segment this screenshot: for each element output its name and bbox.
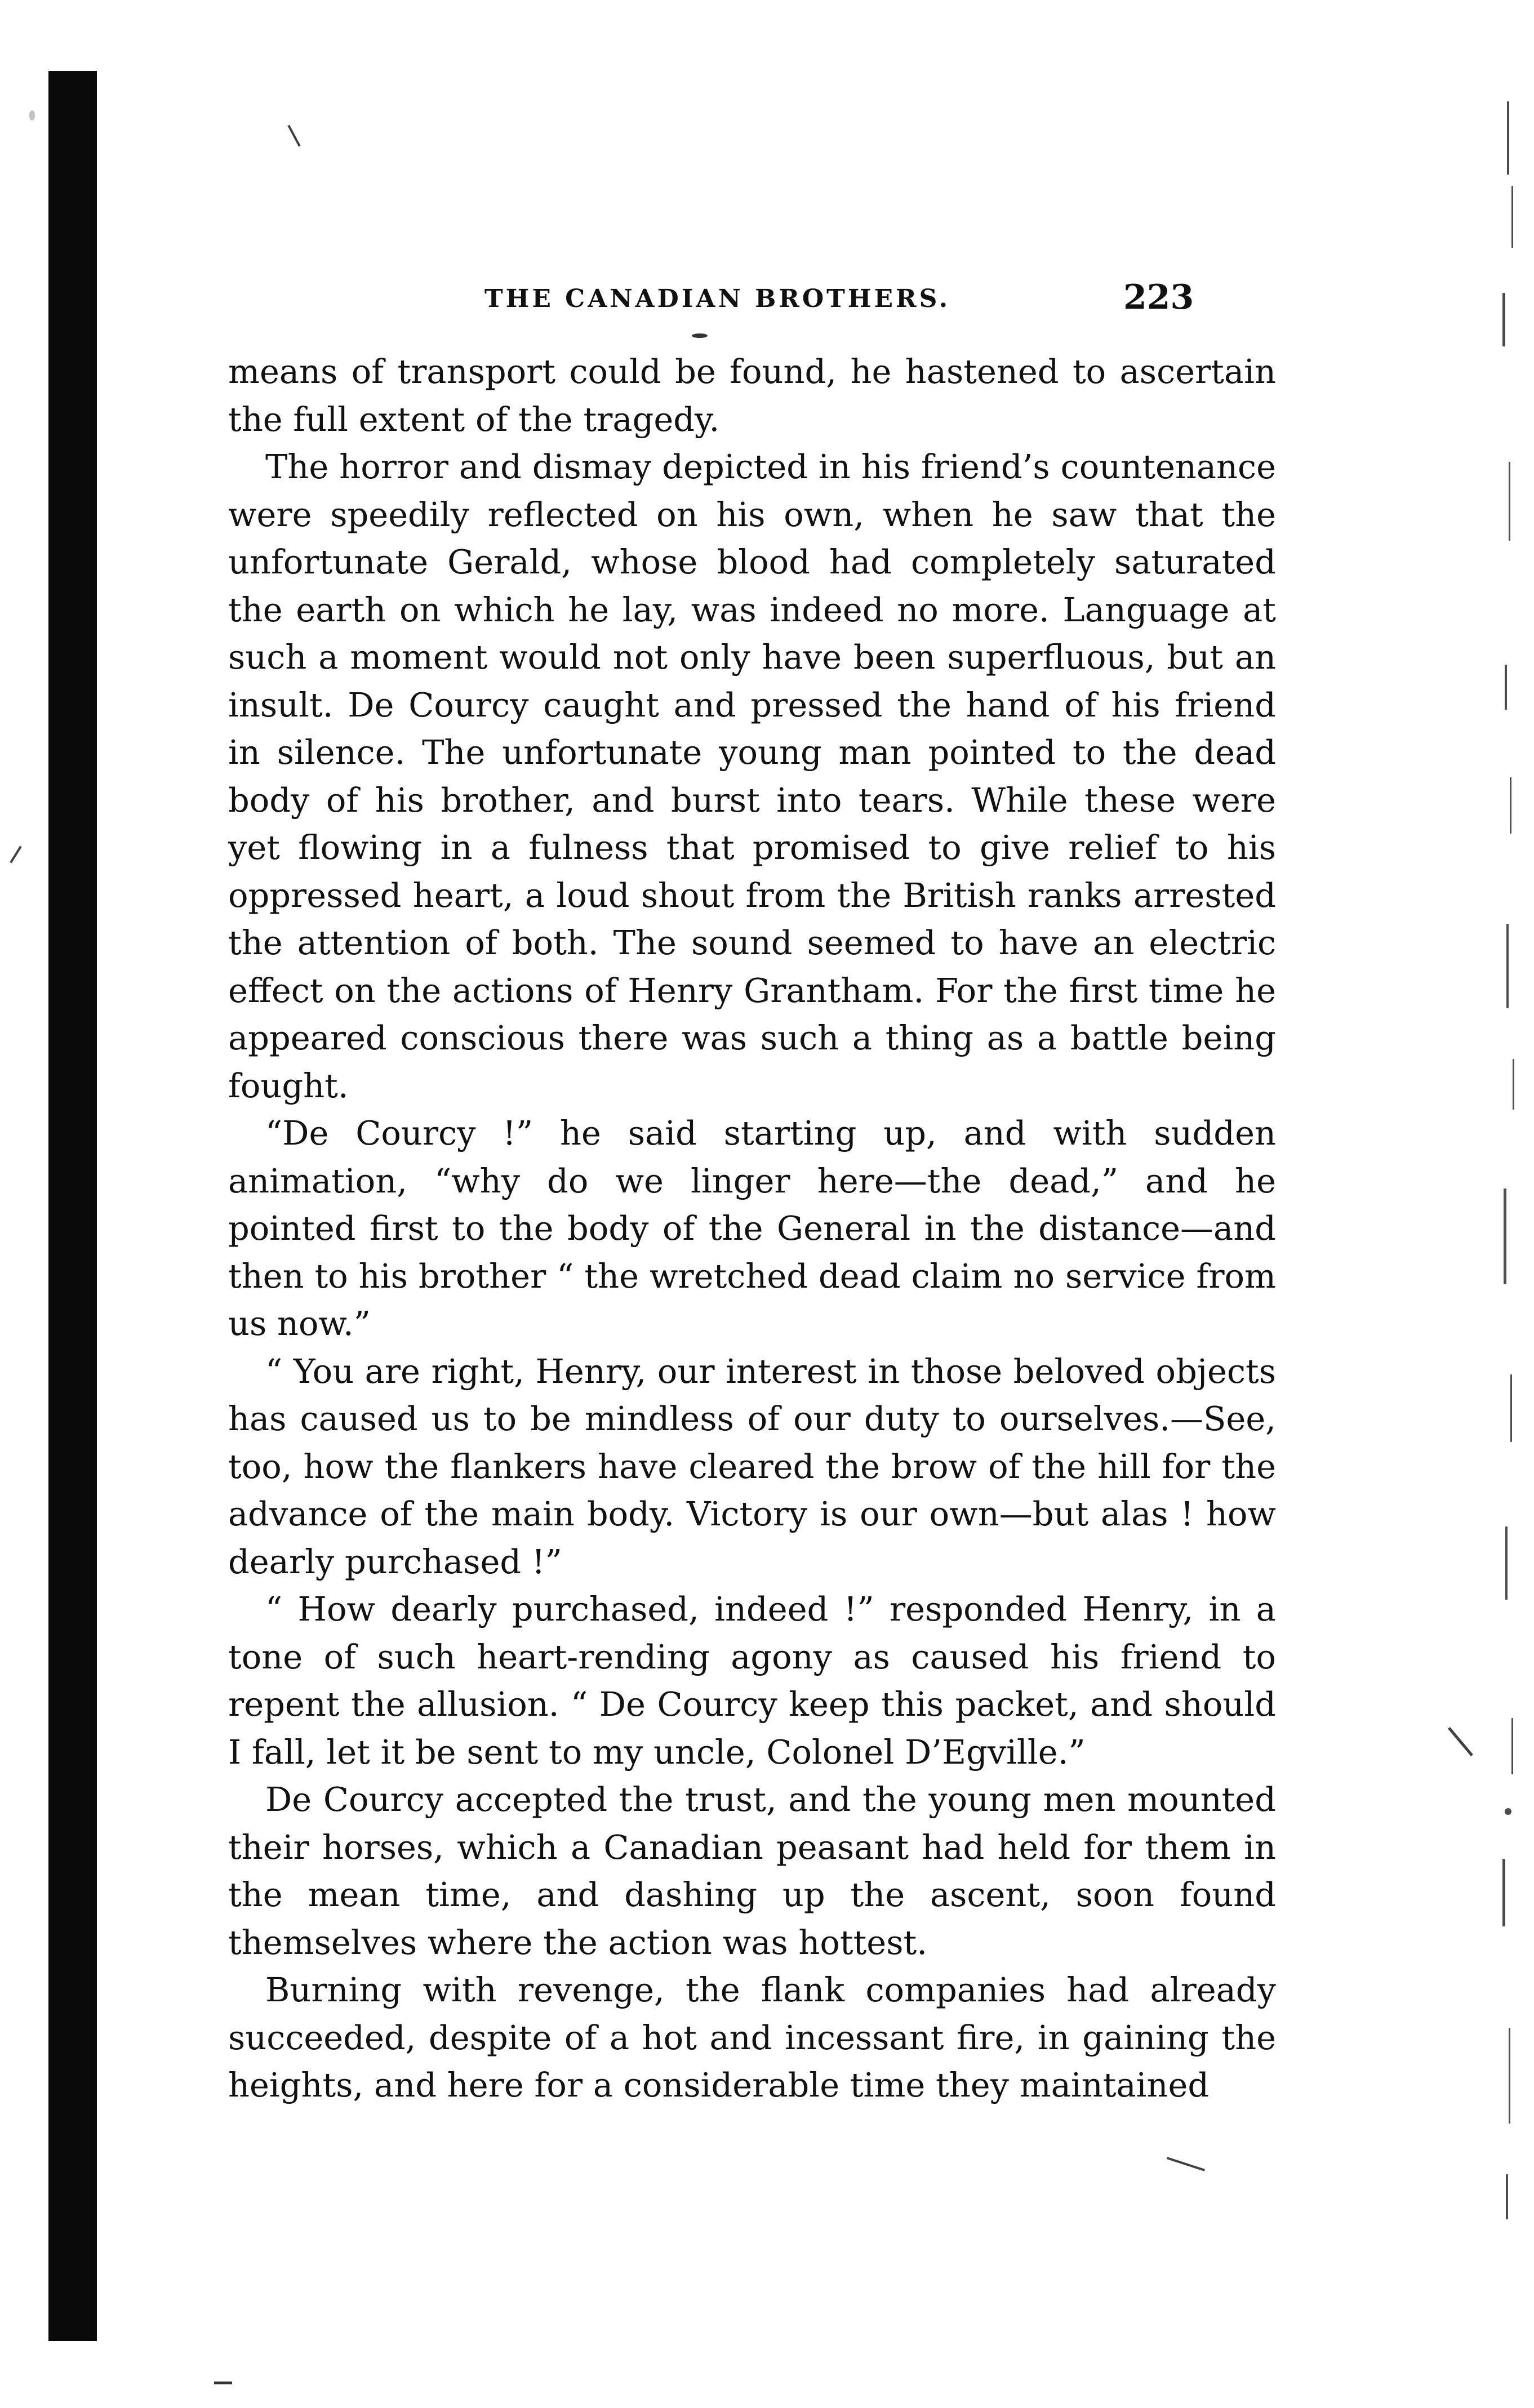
body-text — [228, 348, 1276, 2109]
paragraph-de-courcy-speech: “De Courcy !” he said starting up, and with sudden animation, “why do we linger here—the dead,” and he pointed first to the body of the General in the distance—and then to his brother “ the wretched dead claim no service from us now.” — [228, 1114, 1276, 1343]
margin-mark — [10, 846, 21, 864]
paragraph-burning: Burning with revenge, the flank companies had already succeeded, despite of a hot and incessant fire, in gaining the heights, and here for a considerable time they maintained — [228, 1970, 1276, 2104]
paragraph-trust: De Courcy accepted the trust, and the young men mounted their horses, which a Canadian peasant had held for them in the mean time, and dashing up the ascent, soon found themselves where the action was hottest. — [228, 1780, 1276, 1962]
paragraph-horror: The horror and dismay depicted in his friend’s countenance were speedily reflected on his own, when he saw that the unfortunate Gerald, whose blood had completely saturated the earth on which he lay, was indeed no more. Language at such a moment would not only have been superfluous, but an insult. De Courcy caught and pressed the hand of his friend in silence. The unfortunate young man pointed to the dead body of his brother, and burst into tears. While these were yet flowing in a fulness that promised to give relief to his oppressed heart, a loud shout from the British ranks arrested the attention of both. The sound seemed to have an electric effect on the actions of Henry Grantham. For the first time he appeared conscious there was such a thing as a battle being fought. — [228, 447, 1276, 1105]
binding-mark — [29, 110, 35, 121]
page-header — [484, 278, 1284, 328]
margin-mark — [1167, 2157, 1205, 2171]
binding-edge — [48, 71, 97, 2341]
running-title: THE CANADIAN BROTHERS. — [484, 284, 951, 313]
margin-mark — [214, 2382, 232, 2384]
page-number: 223 — [1123, 278, 1194, 317]
paragraph-continuation: means of transport could be found, he hastened to ascertain the full extent of the tragedy. — [228, 352, 1276, 439]
margin-mark — [287, 125, 300, 147]
paragraph-packet: “ How dearly purchased, indeed !” responded Henry, in a tone of such heart-rending agony as caused his friend to repent the allusion. “ De Courcy keep this packet, and should I fall, let it be sent to my uncle, Colonel D’Egville.” — [228, 1590, 1276, 1771]
page-edge-speckles — [1455, 0, 1534, 2408]
margin-mark — [692, 333, 708, 338]
paragraph-henry-reply: “ You are right, Henry, our interest in those beloved objects has caused us to be mindless of our duty to ourselves.—See, too, how the flankers have cleared the brow of the hill for the advance of the main body. Victory is our own—but alas ! how dearly purchased !” — [228, 1351, 1276, 1581]
